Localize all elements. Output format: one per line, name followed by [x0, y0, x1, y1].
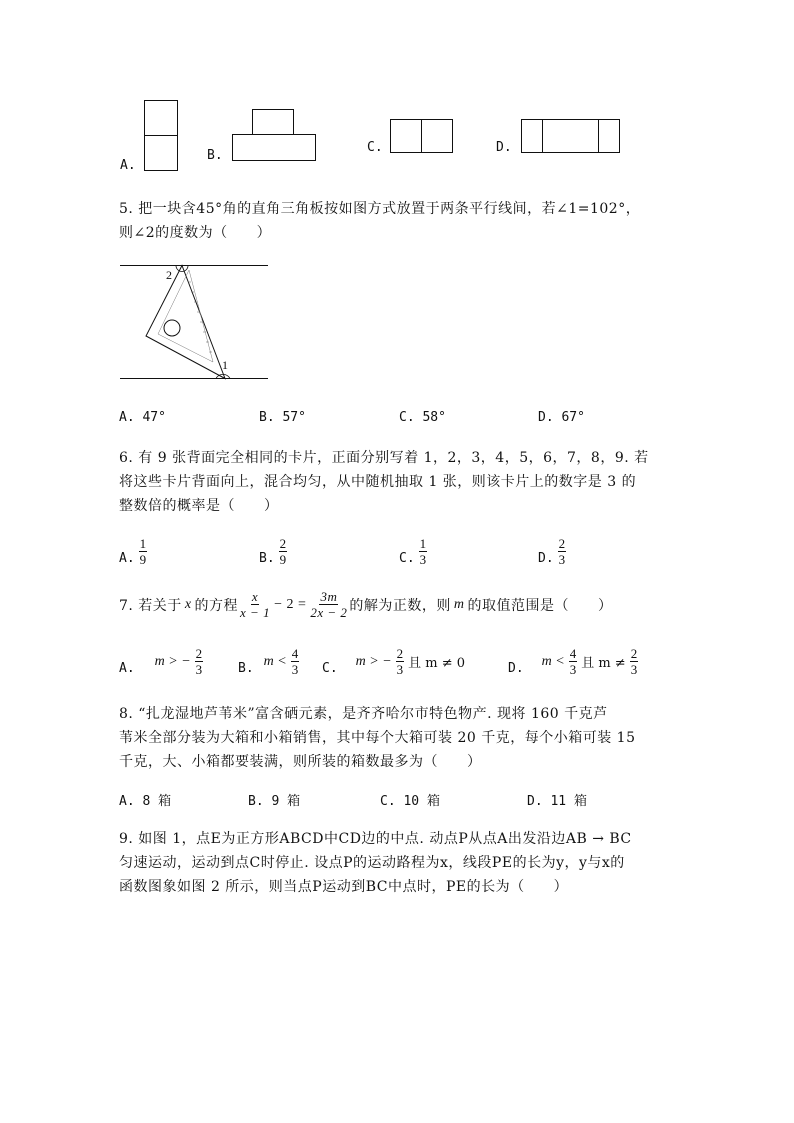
- q5-angle1-label: 1: [222, 358, 228, 372]
- q7-option-c-post: 且 m ≠ 0: [408, 656, 466, 671]
- q6-option-a-label: A.: [119, 551, 135, 566]
- q7-option-c-pre: m > −: [355, 653, 392, 669]
- q7-a-den: 3: [195, 662, 203, 677]
- q8-stem-line2: 苇米全部分装为大箱和小箱销售，其中每个大箱可装 20 千克，每个小箱可装 15: [119, 730, 636, 746]
- q7-option-d-fraction: [569, 647, 578, 676]
- q5-angle2-label: 2: [166, 268, 172, 282]
- q6-d-num: 2: [558, 536, 566, 551]
- q4-option-c-figure: [390, 119, 456, 154]
- q4-option-b-label: B.: [207, 148, 223, 163]
- q8-option-c: C. 10 箱: [380, 794, 440, 809]
- q5-option-d: D. 67°: [538, 410, 585, 425]
- q6-c-num: 1: [419, 536, 427, 551]
- q7-option-d-pre: m <: [541, 653, 565, 669]
- q7-option-b-label: B.: [238, 661, 254, 676]
- q6-option-c: [399, 537, 427, 566]
- q4-option-b-figure: [232, 109, 318, 163]
- q6-c-den: 3: [419, 552, 427, 567]
- q7-d-num2: 2: [630, 646, 638, 661]
- q7-mid1: 的方程: [194, 597, 239, 614]
- q6-option-c-label: C.: [399, 551, 415, 566]
- q5-stem-line1: 5. 把一块含45°角的直角三角板按如图方式放置于两条平行线间，若∠1=102°，: [119, 201, 641, 217]
- q6-option-d-fraction: [558, 537, 567, 566]
- q6-a-num: 1: [139, 536, 147, 551]
- q6-option-d: [538, 537, 566, 566]
- q7-option-d-post: 且 m ≠: [581, 656, 626, 671]
- q7-c-den: 3: [396, 662, 404, 677]
- q7-option-d-label: D.: [508, 661, 524, 676]
- q7-var-x: x: [184, 596, 192, 612]
- q6-option-b: [259, 537, 287, 566]
- q8-stem-line3: 千克，大、小箱都要装满，则所装的箱数最多为（ ）: [119, 754, 482, 770]
- q7-prefix: 7. 若关于: [119, 597, 182, 614]
- q6-b-num: 2: [279, 536, 287, 551]
- q6-option-d-label: D.: [538, 551, 554, 566]
- q7-option-a: [119, 647, 203, 676]
- q7-var-m: m: [453, 596, 465, 612]
- q7-option-b-pre: m <: [263, 653, 287, 669]
- q7-a-num: 2: [195, 646, 203, 661]
- q5-option-b: B. 57°: [259, 410, 306, 425]
- q6-option-b-label: B.: [259, 551, 275, 566]
- q7-option-d: [508, 647, 638, 676]
- q7-b-num: 4: [291, 646, 299, 661]
- q4-option-d-figure: [521, 119, 623, 154]
- q4-option-c-label: C.: [367, 140, 383, 155]
- q7-option-c: [322, 647, 465, 676]
- q7-frac1-num: x: [251, 589, 259, 604]
- q4-option-a-label: A.: [120, 158, 136, 173]
- q7-frac1-den: x − 1: [240, 605, 271, 620]
- q6-option-a-fraction: [139, 537, 148, 566]
- q7-d-den: 3: [569, 662, 577, 677]
- q6-option-c-fraction: [419, 537, 428, 566]
- q6-option-a: [119, 537, 147, 566]
- q7-b-den: 3: [291, 662, 299, 677]
- q9-stem-line1: 9. 如图 1，点E为正方形ABCD中CD边的中点. 动点P从点A出发沿边AB → BC: [119, 831, 632, 847]
- q7-minus-two: − 2 =: [274, 596, 307, 612]
- q7-option-c-label: C.: [322, 661, 338, 676]
- q7-option-a-pre: m > −: [154, 653, 191, 669]
- q8-stem-line1: 8. “扎龙湿地芦苇米”富含硒元素，是齐齐哈尔市特色物产. 现将 160 千克芦: [119, 706, 608, 722]
- q5-option-a: A. 47°: [119, 410, 166, 425]
- q7-mid2: 的解为正数，则: [349, 597, 451, 614]
- q5-option-c: C. 58°: [399, 410, 446, 425]
- q8-option-a: A. 8 箱: [119, 794, 172, 809]
- q7-option-b: [238, 647, 299, 676]
- q7-fraction-2: [310, 590, 347, 619]
- q8-option-b: B. 9 箱: [248, 794, 301, 809]
- q9-stem-line2: 匀速运动，运动到点C时停止. 设点P的运动路程为x，线段PE的长为y，y与x的: [119, 855, 625, 871]
- q7-option-a-fraction: [195, 647, 204, 676]
- q7-fraction-1: [240, 590, 270, 619]
- q7-c-num: 2: [396, 646, 404, 661]
- q6-stem-line3: 整数倍的概率是（ ）: [119, 498, 279, 514]
- q5-triangle-ruler-figure: [118, 262, 270, 384]
- q6-a-den: 9: [139, 552, 147, 567]
- q7-d-num: 4: [569, 646, 577, 661]
- q7-option-a-label: A.: [119, 661, 135, 676]
- q6-stem-line2: 将这些卡片背面向上，混合均匀，从中随机抽取 1 张，则该卡片上的数字是 3 的: [119, 474, 637, 490]
- q6-b-den: 9: [279, 552, 287, 567]
- q7-stem: [119, 590, 613, 619]
- q7-option-b-fraction: [291, 647, 300, 676]
- q8-option-d: D. 11 箱: [527, 794, 587, 809]
- q4-option-d-label: D.: [496, 140, 512, 155]
- q9-stem-line3: 函数图象如图 2 所示，则当点P运动到BC中点时，PE的长为（ ）: [119, 879, 569, 895]
- q7-frac2-den: 2x − 2: [310, 605, 348, 620]
- q5-stem-line2: 则∠2的度数为（ ）: [119, 225, 272, 241]
- q6-stem-line1: 6. 有 9 张背面完全相同的卡片，正面分别写着 1，2，3，4，5，6，7，8，9. 若: [119, 450, 649, 466]
- q6-option-b-fraction: [279, 537, 288, 566]
- q7-option-c-fraction: [396, 647, 405, 676]
- q7-frac2-num: 3m: [320, 589, 338, 604]
- q6-d-den: 3: [558, 552, 566, 567]
- q4-option-a-figure: [144, 100, 180, 172]
- q7-d-den2: 3: [630, 662, 638, 677]
- q7-suffix: 的取值范围是（ ）: [467, 597, 613, 614]
- q7-option-d-fraction-2: [630, 647, 639, 676]
